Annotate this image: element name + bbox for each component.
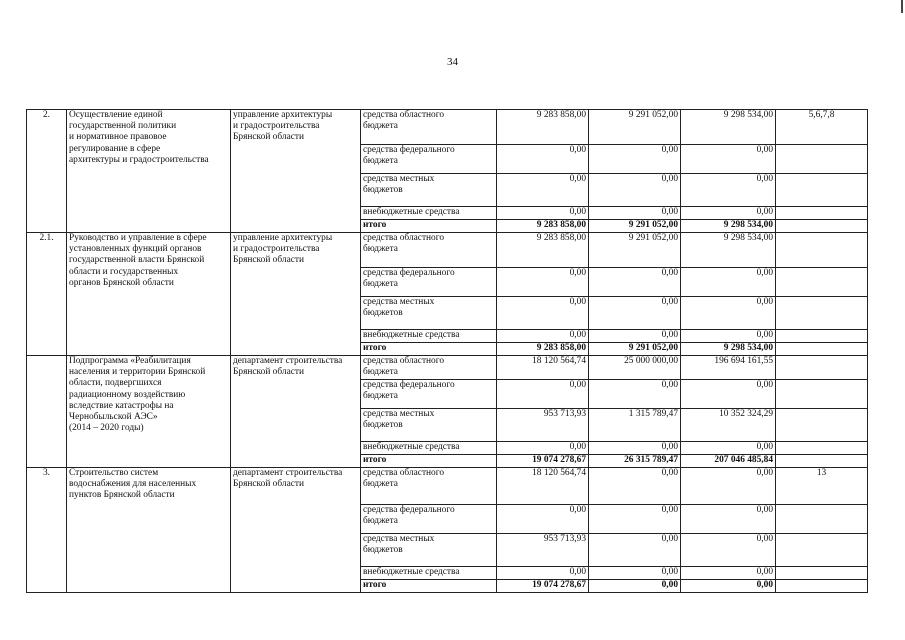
- amount-cell: 0,00: [681, 534, 776, 567]
- item-name-cell: Строительство систем водоснабжения для населенных пунктов Брянской области: [67, 468, 231, 593]
- amount-cell: 0,00: [497, 380, 589, 409]
- funding-source-cell: итого: [361, 455, 497, 468]
- amount-cell: 0,00: [589, 567, 681, 580]
- budget-table-body: [27, 110, 868, 593]
- page-number: 34: [447, 56, 458, 68]
- amount-cell: 9 283 858,00: [497, 110, 589, 145]
- funding-source-cell: средства областного бюджета: [361, 356, 497, 380]
- amount-cell: 10 352 324,29: [681, 409, 776, 442]
- funding-source-cell: итого: [361, 580, 497, 593]
- amount-cell: 9 298 534,00: [681, 110, 776, 145]
- amount-cell: 26 315 789,47: [589, 455, 681, 468]
- item-number-cell: 2.: [27, 110, 67, 233]
- funding-source-cell: внебюджетные средства: [361, 330, 497, 343]
- amount-cell: 953 713,93: [497, 534, 589, 567]
- amount-cell: 0,00: [589, 468, 681, 505]
- amount-cell: 0,00: [681, 174, 776, 207]
- amount-cell: 0,00: [497, 268, 589, 297]
- amount-cell: 9 283 858,00: [497, 343, 589, 356]
- executor-cell: департамент строительства Брянской области: [231, 468, 361, 593]
- amount-cell: 207 046 485,84: [681, 455, 776, 468]
- executor-cell: департамент строительства Брянской области: [231, 356, 361, 468]
- funding-source-cell: средства федерального бюджета: [361, 145, 497, 174]
- indicators-cell-empty: [776, 409, 868, 442]
- amount-cell: 0,00: [497, 207, 589, 220]
- amount-cell: 9 283 858,00: [497, 220, 589, 233]
- executor-cell: управление архитектуры и градостроительства Брянской области: [231, 110, 361, 233]
- funding-source-cell: средства местных бюджетов: [361, 534, 497, 567]
- amount-cell: 0,00: [589, 174, 681, 207]
- amount-cell: 9 283 858,00: [497, 233, 589, 268]
- amount-cell: 0,00: [681, 145, 776, 174]
- indicators-cell-empty: [776, 207, 868, 220]
- indicators-cell-empty: [776, 330, 868, 343]
- item-number-cell: 2.1.: [27, 233, 67, 356]
- funding-source-cell: итого: [361, 220, 497, 233]
- indicators-cell-empty: [776, 580, 868, 593]
- indicators-cell-empty: [776, 455, 868, 468]
- table-row: [27, 468, 868, 505]
- amount-cell: 0,00: [497, 442, 589, 455]
- amount-cell: 0,00: [681, 268, 776, 297]
- item-name-cell: Осуществление единой государственной политики и нормативное правовое регулирование в сфере архитектуры и градостроительства: [67, 110, 231, 233]
- amount-cell: 9 291 052,00: [589, 343, 681, 356]
- funding-source-cell: средства областного бюджета: [361, 110, 497, 145]
- indicators-cell-empty: [776, 343, 868, 356]
- amount-cell: 0,00: [589, 297, 681, 330]
- indicators-cell-empty: [776, 268, 868, 297]
- amount-cell: 18 120 564,74: [497, 468, 589, 505]
- funding-source-cell: внебюджетные средства: [361, 442, 497, 455]
- amount-cell: 9 298 534,00: [681, 220, 776, 233]
- amount-cell: 18 120 564,74: [497, 356, 589, 380]
- item-number-cell: 3.: [27, 468, 67, 593]
- amount-cell: 9 298 534,00: [681, 233, 776, 268]
- amount-cell: 0,00: [497, 330, 589, 343]
- amount-cell: 0,00: [681, 207, 776, 220]
- amount-cell: 9 291 052,00: [589, 220, 681, 233]
- amount-cell: 0,00: [589, 505, 681, 534]
- funding-source-cell: средства местных бюджетов: [361, 297, 497, 330]
- amount-cell: 0,00: [681, 330, 776, 343]
- funding-source-cell: средства местных бюджетов: [361, 174, 497, 207]
- table-row: [27, 356, 868, 380]
- amount-cell: 0,00: [497, 567, 589, 580]
- funding-source-cell: итого: [361, 343, 497, 356]
- amount-cell: 0,00: [497, 174, 589, 207]
- executor-cell: управление архитектуры и градостроительства Брянской области: [231, 233, 361, 356]
- table-row: [27, 110, 868, 145]
- amount-cell: 19 074 278,67: [497, 455, 589, 468]
- indicators-cell-empty: [776, 505, 868, 534]
- amount-cell: 0,00: [681, 297, 776, 330]
- indicators-cell-empty: [776, 297, 868, 330]
- amount-cell: 25 000 000,00: [589, 356, 681, 380]
- funding-source-cell: средства федерального бюджета: [361, 268, 497, 297]
- amount-cell: 0,00: [589, 580, 681, 593]
- amount-cell: 0,00: [497, 145, 589, 174]
- amount-cell: 953 713,93: [497, 409, 589, 442]
- amount-cell: 9 291 052,00: [589, 110, 681, 145]
- item-name-cell: Руководство и управление в сфере установленных функций органов государственной власти Брянской области и государственных органов Брянской области: [67, 233, 231, 356]
- indicators-cell-empty: [776, 145, 868, 174]
- funding-source-cell: средства областного бюджета: [361, 468, 497, 505]
- indicators-cell: 13: [776, 468, 868, 505]
- amount-cell: 9 298 534,00: [681, 343, 776, 356]
- indicators-cell-empty: [776, 442, 868, 455]
- funding-source-cell: внебюджетные средства: [361, 207, 497, 220]
- funding-source-cell: средства местных бюджетов: [361, 409, 497, 442]
- amount-cell: 196 694 161,55: [681, 356, 776, 380]
- amount-cell: 0,00: [589, 145, 681, 174]
- indicators-cell-empty: [776, 174, 868, 207]
- amount-cell: 19 074 278,67: [497, 580, 589, 593]
- amount-cell: 0,00: [497, 505, 589, 534]
- amount-cell: 0,00: [681, 580, 776, 593]
- amount-cell: 0,00: [589, 268, 681, 297]
- amount-cell: 0,00: [589, 330, 681, 343]
- amount-cell: 0,00: [681, 442, 776, 455]
- amount-cell: 0,00: [681, 505, 776, 534]
- indicators-cell-empty: [776, 534, 868, 567]
- indicators-cell-empty: [776, 220, 868, 233]
- amount-cell: 0,00: [589, 380, 681, 409]
- amount-cell: 0,00: [589, 207, 681, 220]
- scan-edge-mark: [901, 0, 903, 13]
- amount-cell: 0,00: [589, 534, 681, 567]
- funding-source-cell: средства федерального бюджета: [361, 380, 497, 409]
- item-number-cell: [27, 356, 67, 468]
- item-name-cell: Подпрограмма «Реабилитация населения и территории Брянской области, подвергшихся радиационному воздействию вследствие катастрофы на Чернобыльской АЭС» (2014 – 2020 годы): [67, 356, 231, 468]
- amount-cell: 9 291 052,00: [589, 233, 681, 268]
- budget-table: [26, 109, 868, 593]
- indicators-cell: [776, 233, 868, 268]
- funding-source-cell: внебюджетные средства: [361, 567, 497, 580]
- amount-cell: 0,00: [589, 442, 681, 455]
- indicators-cell: 5,6,7,8: [776, 110, 868, 145]
- amount-cell: 0,00: [497, 297, 589, 330]
- funding-source-cell: средства областного бюджета: [361, 233, 497, 268]
- amount-cell: 0,00: [681, 380, 776, 409]
- amount-cell: 0,00: [681, 567, 776, 580]
- funding-source-cell: средства федерального бюджета: [361, 505, 497, 534]
- indicators-cell-empty: [776, 380, 868, 409]
- indicators-cell: [776, 356, 868, 380]
- table-row: [27, 233, 868, 268]
- amount-cell: 0,00: [681, 468, 776, 505]
- indicators-cell-empty: [776, 567, 868, 580]
- amount-cell: 1 315 789,47: [589, 409, 681, 442]
